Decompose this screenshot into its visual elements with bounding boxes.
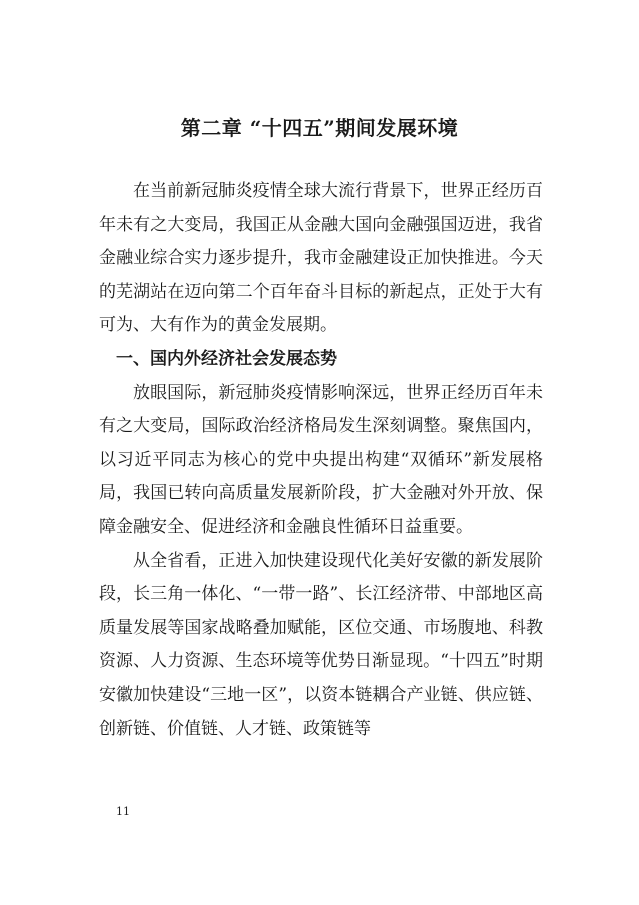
document-body <box>99 175 543 746</box>
paragraph-international: 放眼国际，新冠肺炎疫情影响深远，世界正经历百年未有之大变局，国际政治经济格局发生深刻调整。聚焦国内，以习近平同志为核心的党中央提出构建“双循环”新发展格局，我国已转向高质量发展新阶段，扩大金融对外开放、保障金融安全、促进经济和金融良性循环日益重要。 <box>99 382 543 537</box>
section-heading: 一、国内外经济社会发展态势 <box>116 348 337 369</box>
chapter-title: 第二章 “十四五”期间发展环境 <box>180 116 459 140</box>
page-number: 11 <box>116 805 130 818</box>
paragraph-provincial: 从全省看，正进入加快建设现代化美好安徽的新发展阶段，长三角一体化、“一带一路”、长江经济带、中部地区高质量发展等国家战略叠加赋能，区位交通、市场腹地、科教资源、人力资源、生态环境等优势日渐显现。“十四五”时期安徽加快建设“三地一区”，以资本链耦合产业链、供应链、创新链、价值链、人才链、政策链等 <box>99 550 543 739</box>
intro-paragraph: 在当前新冠肺炎疫情全球大流行背景下，世界正经历百年未有之大变局，我国正从金融大国向金融强国迈进，我省金融业综合实力逐步提升，我市金融建设正加快推进。今天的芜湖站在迈向第二个百年奋斗目标的新起点，正处于大有可为、大有作为的黄金发展期。 <box>99 181 543 336</box>
